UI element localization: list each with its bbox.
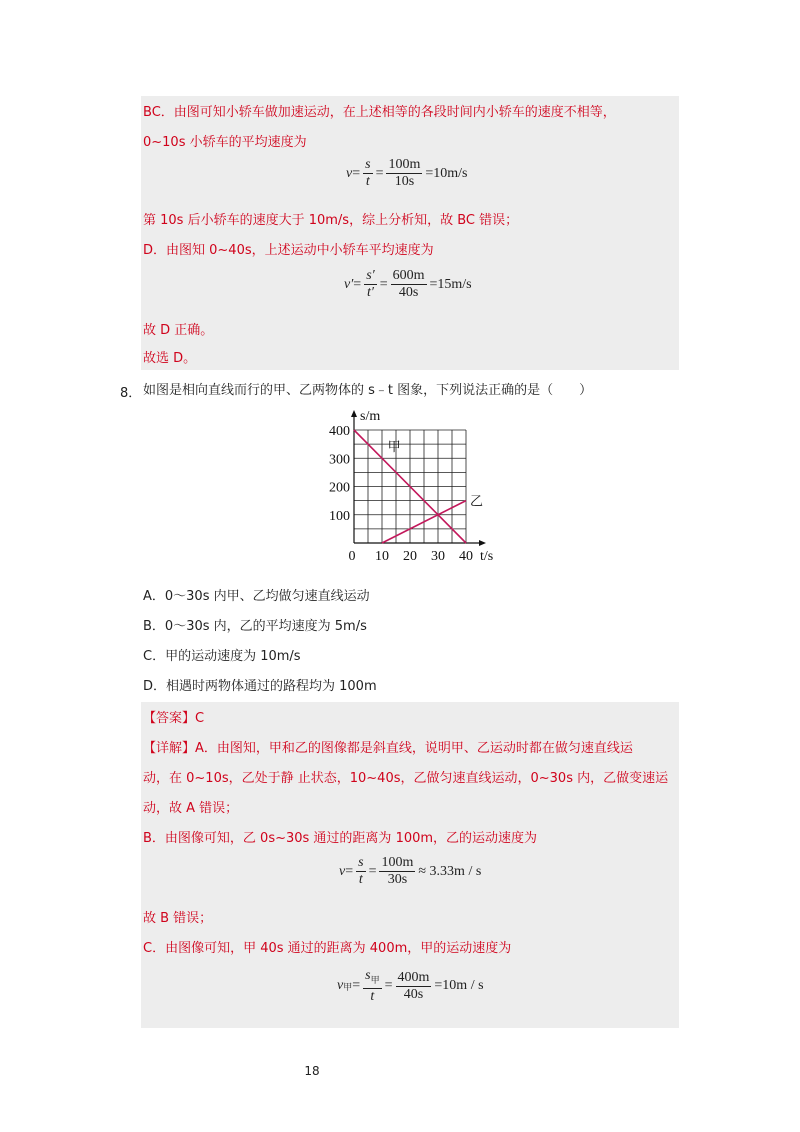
formula-num: s′ <box>366 268 375 283</box>
st-graph <box>320 403 520 563</box>
y-tick-label: 300 <box>329 452 350 468</box>
x-tick-label: 40 <box>459 549 473 563</box>
answer-line: 动，在 0~10s，乙处于静 止状态，10~40s，乙做匀速直线运动，0~30s 内，乙做变速运 <box>143 771 669 786</box>
formula-eq: = <box>352 165 361 181</box>
formula-speed-yi: v = $\frac{s}{t}$ = $\frac{100m}{30s}$ ≈ 3.33m / s <box>339 855 482 887</box>
formula-lhs: v′ <box>344 276 354 292</box>
x-axis-label: t/s <box>480 549 494 563</box>
formula-den: t <box>370 988 375 1004</box>
formula-rhs: =10m/s <box>425 165 468 181</box>
solution-line: D．由图知 0~40s，上述运动中小轿车平均速度为 <box>143 243 434 258</box>
formula-den: t′ <box>366 285 374 300</box>
option-a: A．0～30s 内甲、乙均做匀速直线运动 <box>143 589 370 604</box>
y-tick-label: 200 <box>329 480 350 496</box>
formula-num-value: 100m <box>381 855 414 870</box>
formula-rhs: ≈ 3.33m / s <box>418 863 482 879</box>
solution-line: 故 D 正确。 <box>143 323 214 338</box>
formula-num-value: 100m <box>388 157 421 172</box>
formula-average-speed-2: v′ = $\frac{s'}{t'}$ = $\frac{600m}{40s}$ =15m/s <box>344 268 472 300</box>
x-axis-arrow <box>479 540 486 546</box>
answer-line: C．由图像可知，甲 40s 通过的距离为 400m，甲的运动速度为 <box>143 941 512 956</box>
formula-num: s <box>365 968 371 983</box>
answer-line: 动，故 A 错误； <box>143 801 239 816</box>
formula-den-value: 40s <box>403 986 424 1002</box>
formula-den-value: 30s <box>387 872 408 887</box>
formula-num: s <box>365 157 371 172</box>
question-stem: 如图是相向直线而行的甲、乙两物体的 s﹣t 图象，下列说法正确的是（ ） <box>143 383 593 398</box>
formula-den: t <box>365 174 370 189</box>
formula-lhs-sub: 甲 <box>343 981 353 992</box>
option-d: D．相遇时两物体通过的路程均为 100m <box>143 679 377 694</box>
y-axis-label: s/m <box>360 409 381 424</box>
formula-den: t <box>358 872 363 887</box>
y-tick-label: 100 <box>329 508 350 524</box>
formula-num-value: 400m <box>397 969 430 985</box>
answer-line: 故 B 错误； <box>143 911 213 926</box>
formula-num-value: 600m <box>392 268 425 283</box>
page-number: 18 <box>304 1064 320 1078</box>
formula-speed-jia: v 甲 = $\frac{s_甲}{t}$ = $\frac{400m}{40s}$ =10m / s <box>337 968 484 1004</box>
solution-line: 0~10s 小轿车的平均速度为 <box>143 135 307 150</box>
x-tick-label: 30 <box>431 549 445 563</box>
formula-lhs: v <box>339 863 346 879</box>
answer-line: 【详解】A．由图知，甲和乙的图像都是斜直线，说明甲、乙运动时都在做匀速直线运 <box>143 741 633 756</box>
option-c: C．甲的运动速度为 10m/s <box>143 649 301 664</box>
option-b: B．0～30s 内，乙的平均速度为 5m/s <box>143 619 367 634</box>
solution-line: 故选 D。 <box>143 351 197 366</box>
series-label-jia: 甲 <box>387 440 401 456</box>
formula-num-sub: 甲 <box>370 974 380 985</box>
x-tick-label: 10 <box>375 549 389 563</box>
x-tick-label: 0 <box>348 549 356 563</box>
formula-eq: = <box>345 863 354 879</box>
answer-line: B．由图像可知，乙 0s~30s 通过的距离为 100m，乙的运动速度为 <box>143 831 538 846</box>
solution-line: BC．由图可知小轿车做加速运动，在上述相等的各段时间内小轿车的速度不相等， <box>143 105 616 120</box>
answer-label: 【答案】C <box>143 711 205 726</box>
question-number: 8． <box>120 386 142 401</box>
y-axis-arrow <box>351 410 357 417</box>
formula-den-value: 10s <box>394 174 415 189</box>
x-tick-label: 20 <box>403 549 417 563</box>
formula-num: s <box>358 855 364 870</box>
formula-eq: = <box>352 978 361 994</box>
formula-average-speed-1: v = $\frac{s}{t}$ = $\frac{100m}{10s}$ =10m/s <box>346 157 468 189</box>
formula-lhs: v <box>337 978 344 994</box>
y-tick-label: 400 <box>329 424 350 439</box>
formula-lhs: v <box>346 165 353 181</box>
solution-line: 第 10s 后小轿车的速度大于 10m/s，综上分析知，故 BC 错误； <box>143 213 519 228</box>
series-label-yi: 乙 <box>470 494 484 510</box>
formula-rhs: =15m/s <box>429 276 472 292</box>
formula-eq: = <box>353 276 362 292</box>
formula-rhs: =10m / s <box>434 978 484 994</box>
formula-den-value: 40s <box>398 285 419 300</box>
